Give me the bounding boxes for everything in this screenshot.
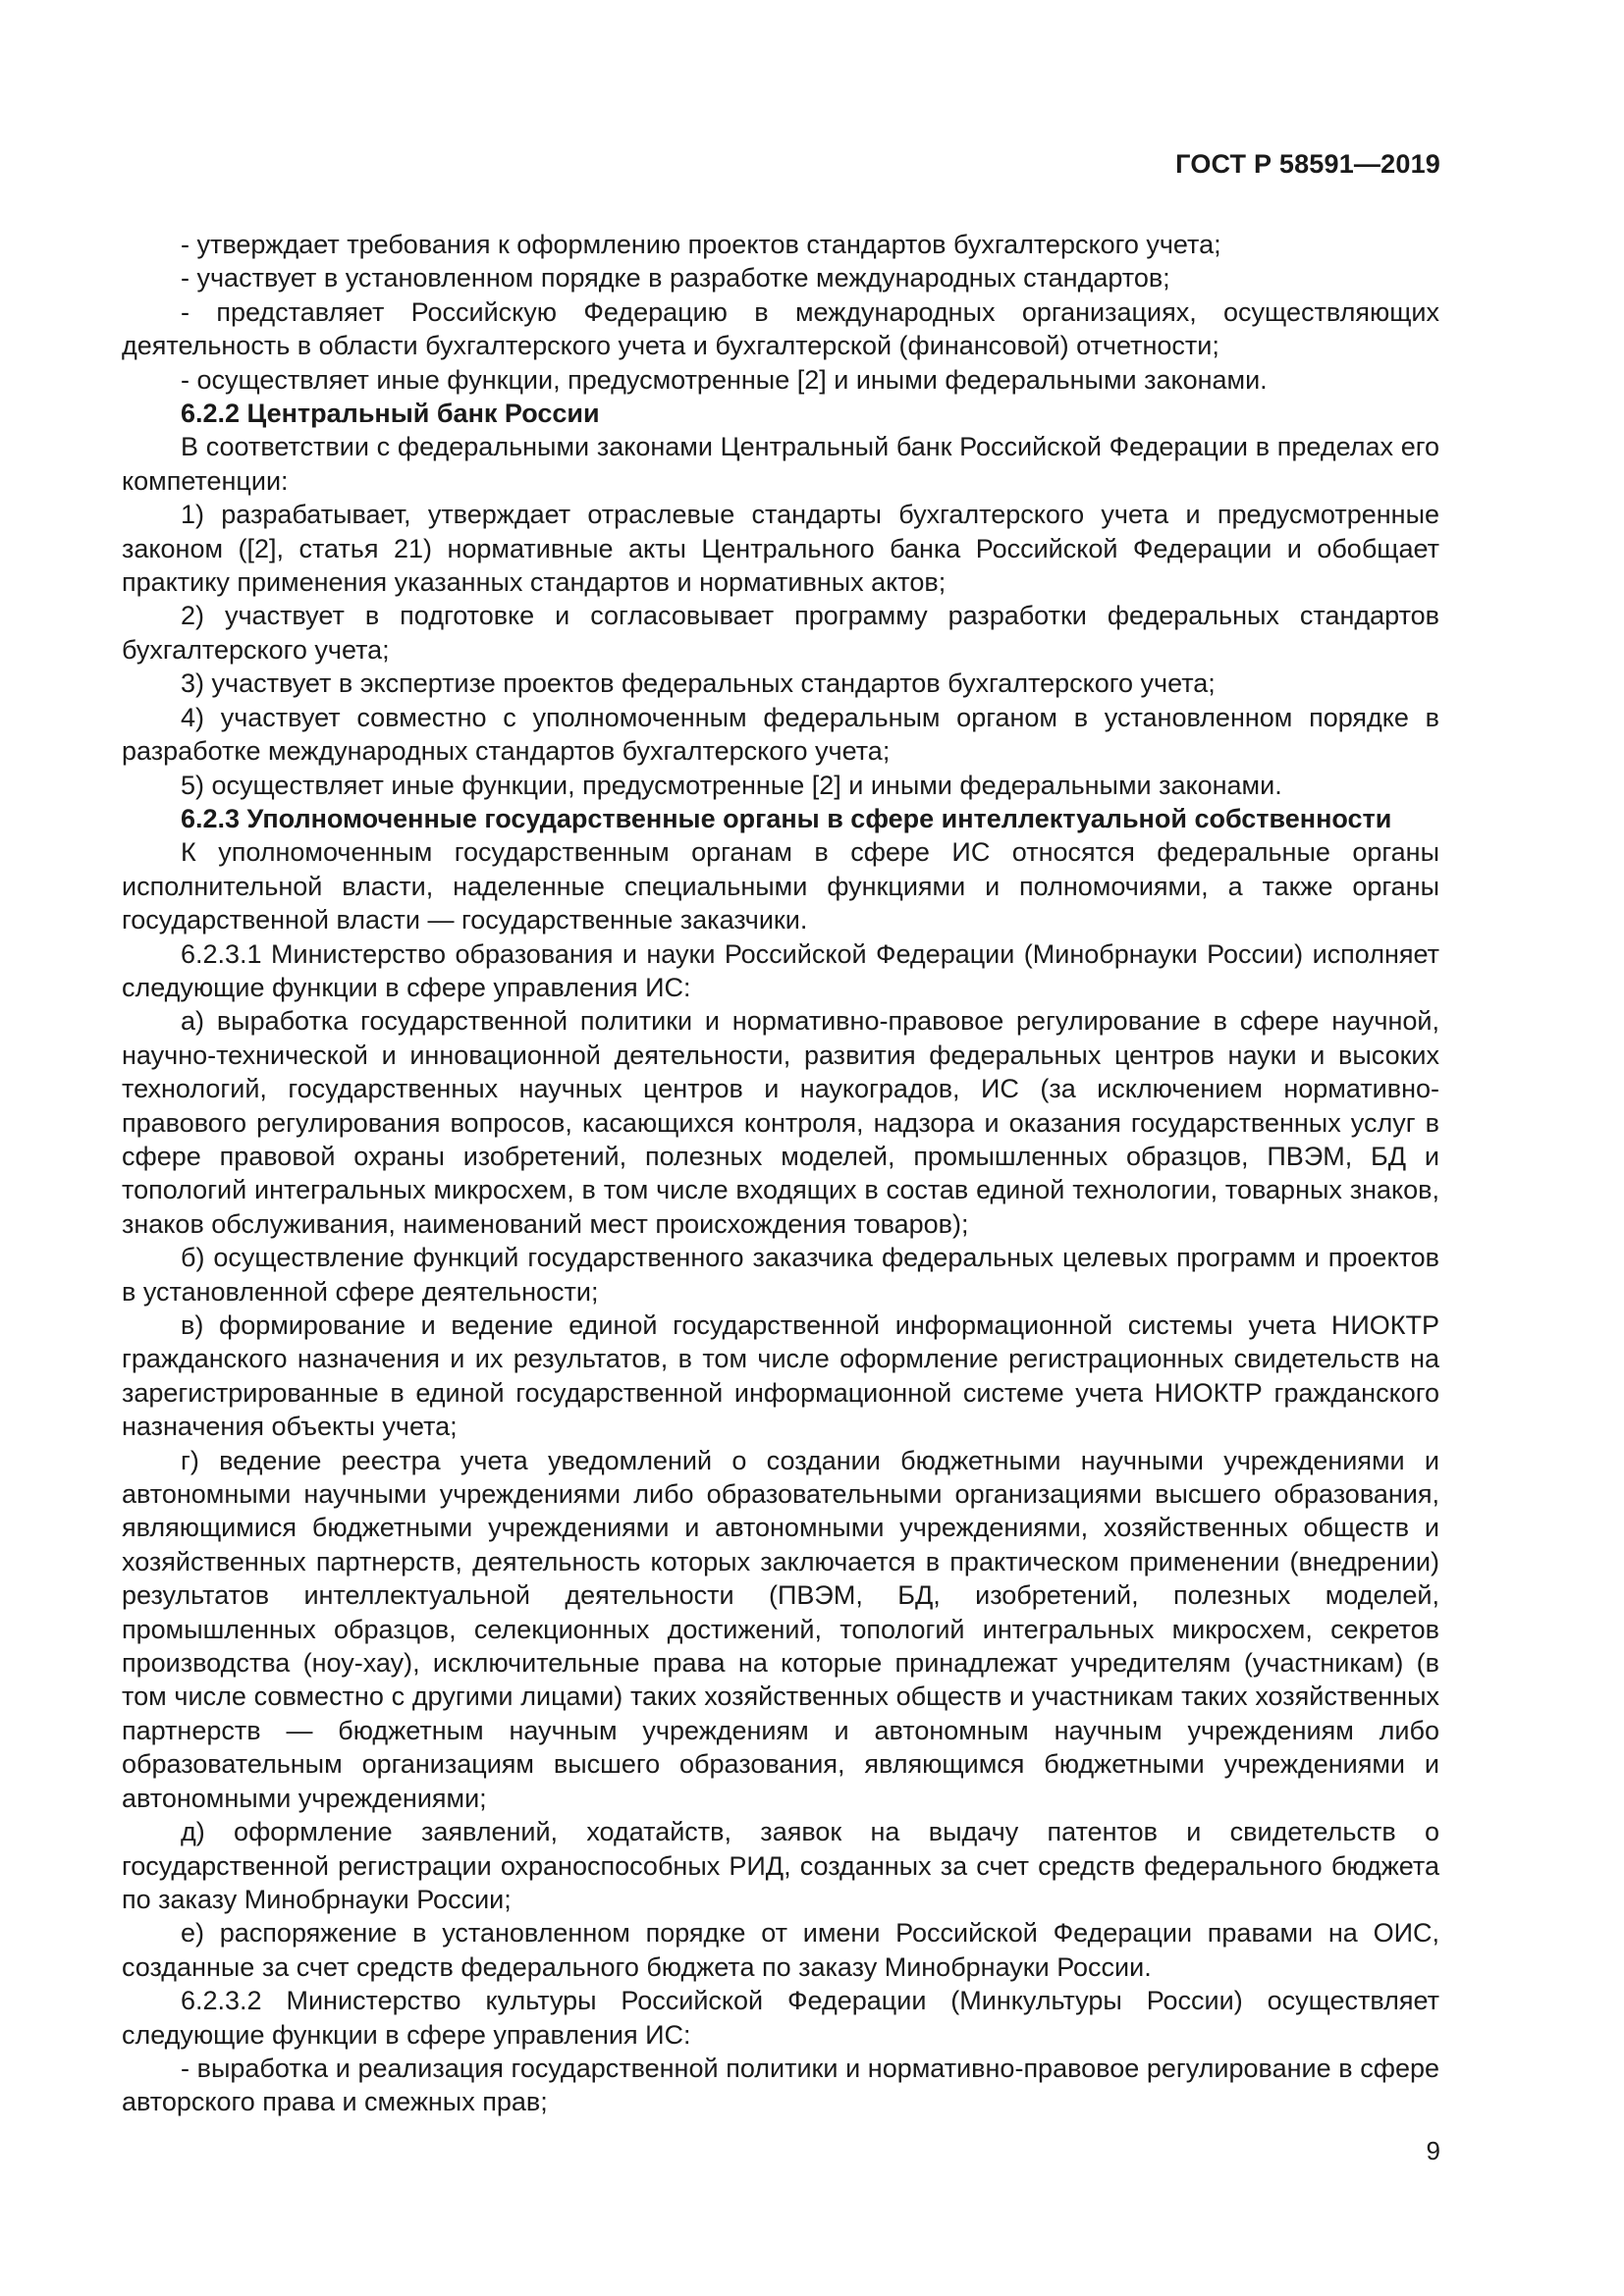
paragraph: б) осуществление функций государственного заказчика федеральных целевых программ и проектов в установленной сфере деятельности; (122, 1243, 1439, 1307)
paragraph: - выработка и реализация государственной политики и нормативно-правовое регулирование в сфере авторского права и смежных прав; (122, 2053, 1439, 2117)
page-number: 9 (1426, 2136, 1440, 2165)
section-heading-6-2-2: 6.2.2 Центральный банк России (181, 399, 600, 429)
paragraph: 4) участвует совместно с уполномоченным федеральным органом в установленном порядке в разработке международных стандартов бухгалтерского учета; (122, 702, 1439, 767)
paragraph: е) распоряжение в установленном порядке от имени Российской Федерации правами на ОИС, созданные за счет средств федерального бюджета по заказу Минобрнауки России. (122, 1918, 1439, 1982)
paragraph: - утверждает требования к оформлению проектов стандартов бухгалтерского учета; (181, 230, 1221, 259)
paragraph: - осуществляет иные функции, предусмотренные [2] и иными федеральными законами. (181, 364, 1268, 395)
paragraph: 6.2.3.2 Министерство культуры Российской Федерации (Минкультуры России) осуществляет следующие функции в сфере управления ИС: (122, 1986, 1439, 2050)
paragraph: В соответствии с федеральными законами Центральный банк Российской Федерации в пределах его компетенции: (122, 432, 1439, 496)
paragraph: а) выработка государственной политики и нормативно-правовое регулирование в сфере научной, научно-технической и инновационной деятельности, развития федеральных центров науки и высоких технологий, государственных научных центров и наукоградов, ИС (за исключением нормативно-правового регулирования вопросов, касающихся контроля, надзора и оказания государственных услуг в сфере правовой охраны изобретений, полезных моделей, промышленных образцов, ПВЭМ, БД и топологий интегральных микросхем, в том числе входящих в состав единой технологии, товарных знаков, знаков обслуживания, наименований мест происхождения товаров); (122, 1006, 1439, 1239)
paragraph: К уполномоченным государственным органам в сфере ИС относятся федеральные органы исполнительной власти, наделенные специальными функциями и полномочиями, а также органы государственной власти — государственные заказчики. (122, 837, 1439, 935)
section-heading-6-2-3: 6.2.3 Уполномоченные государственные органы в сфере интеллектуальной собственности (181, 803, 1392, 833)
paragraph: в) формирование и ведение единой государственной информационной системы учета НИОКТР гражданского назначения и их результатов, в том числе оформление регистрационных свидетельств на зарегистрированные в единой государственной информационной системе учета НИОКТР гражданского назначения объекты учета; (122, 1310, 1439, 1442)
paragraph: г) ведение реестра учета уведомлений о создании бюджетными научными учреждениями и автономными научными учреждениями либо образовательными организациями высшего образования, являющимися бюджетными учреждениями и автономными учреждениями, хозяйственных обществ и хозяйственных партнерств, деятельность которых заключается в практическом применении (внедрении) результатов интеллектуальной деятельности (ПВЭМ, БД, изобретений, полезных моделей, промышленных образцов, селекционных достижений, топологий интегральных микросхем, секретов производства (ноу-хау), исключительные права на которые принадлежат учредителям (участникам) (в том числе совместно с другими лицами) таких хозяйственных обществ и участникам таких хозяйственных партнерств — бюджетным научным учреждениям и автономным научным учреждениям либо образовательным организациям высшего образования, являющимся бюджетными учреждениями и автономными учреждениями; (122, 1445, 1439, 1813)
paragraph: - участвует в установленном порядке в разработке международных стандартов; (181, 263, 1170, 294)
document-code-header: ГОСТ Р 58591—2019 (1175, 149, 1440, 179)
paragraph: 6.2.3.1 Министерство образования и науки Российской Федерации (Минобрнауки России) исполняет следующие функции в сфере управления ИС: (122, 938, 1439, 1002)
document-body (122, 228, 1439, 2119)
paragraph: 3) участвует в экспертизе проектов федеральных стандартов бухгалтерского учета; (181, 668, 1216, 699)
paragraph: д) оформление заявлений, ходатайств, заявок на выдачу патентов и свидетельств о государственной регистрации охраноспособных РИД, созданных за счет средств федерального бюджета по заказу Минобрнауки России; (122, 1817, 1439, 1914)
paragraph: 2) участвует в подготовке и согласовывает программу разработки федеральных стандартов бухгалтерского учета; (122, 601, 1439, 665)
paragraph: 5) осуществляет иные функции, предусмотренные [2] и иными федеральными законами. (181, 770, 1282, 800)
paragraph: 1) разрабатывает, утверждает отраслевые стандарты бухгалтерского учета и предусмотренные законом ([2], статья 21) нормативные акты Центрального банка Российской Федерации и обобщает практику применения указанных стандартов и нормативных актов; (122, 500, 1439, 598)
paragraph: - представляет Российскую Федерацию в международных организациях, осуществляющих деятельность в области бухгалтерского учета и бухгалтерской (финансовой) отчетности; (122, 296, 1439, 361)
